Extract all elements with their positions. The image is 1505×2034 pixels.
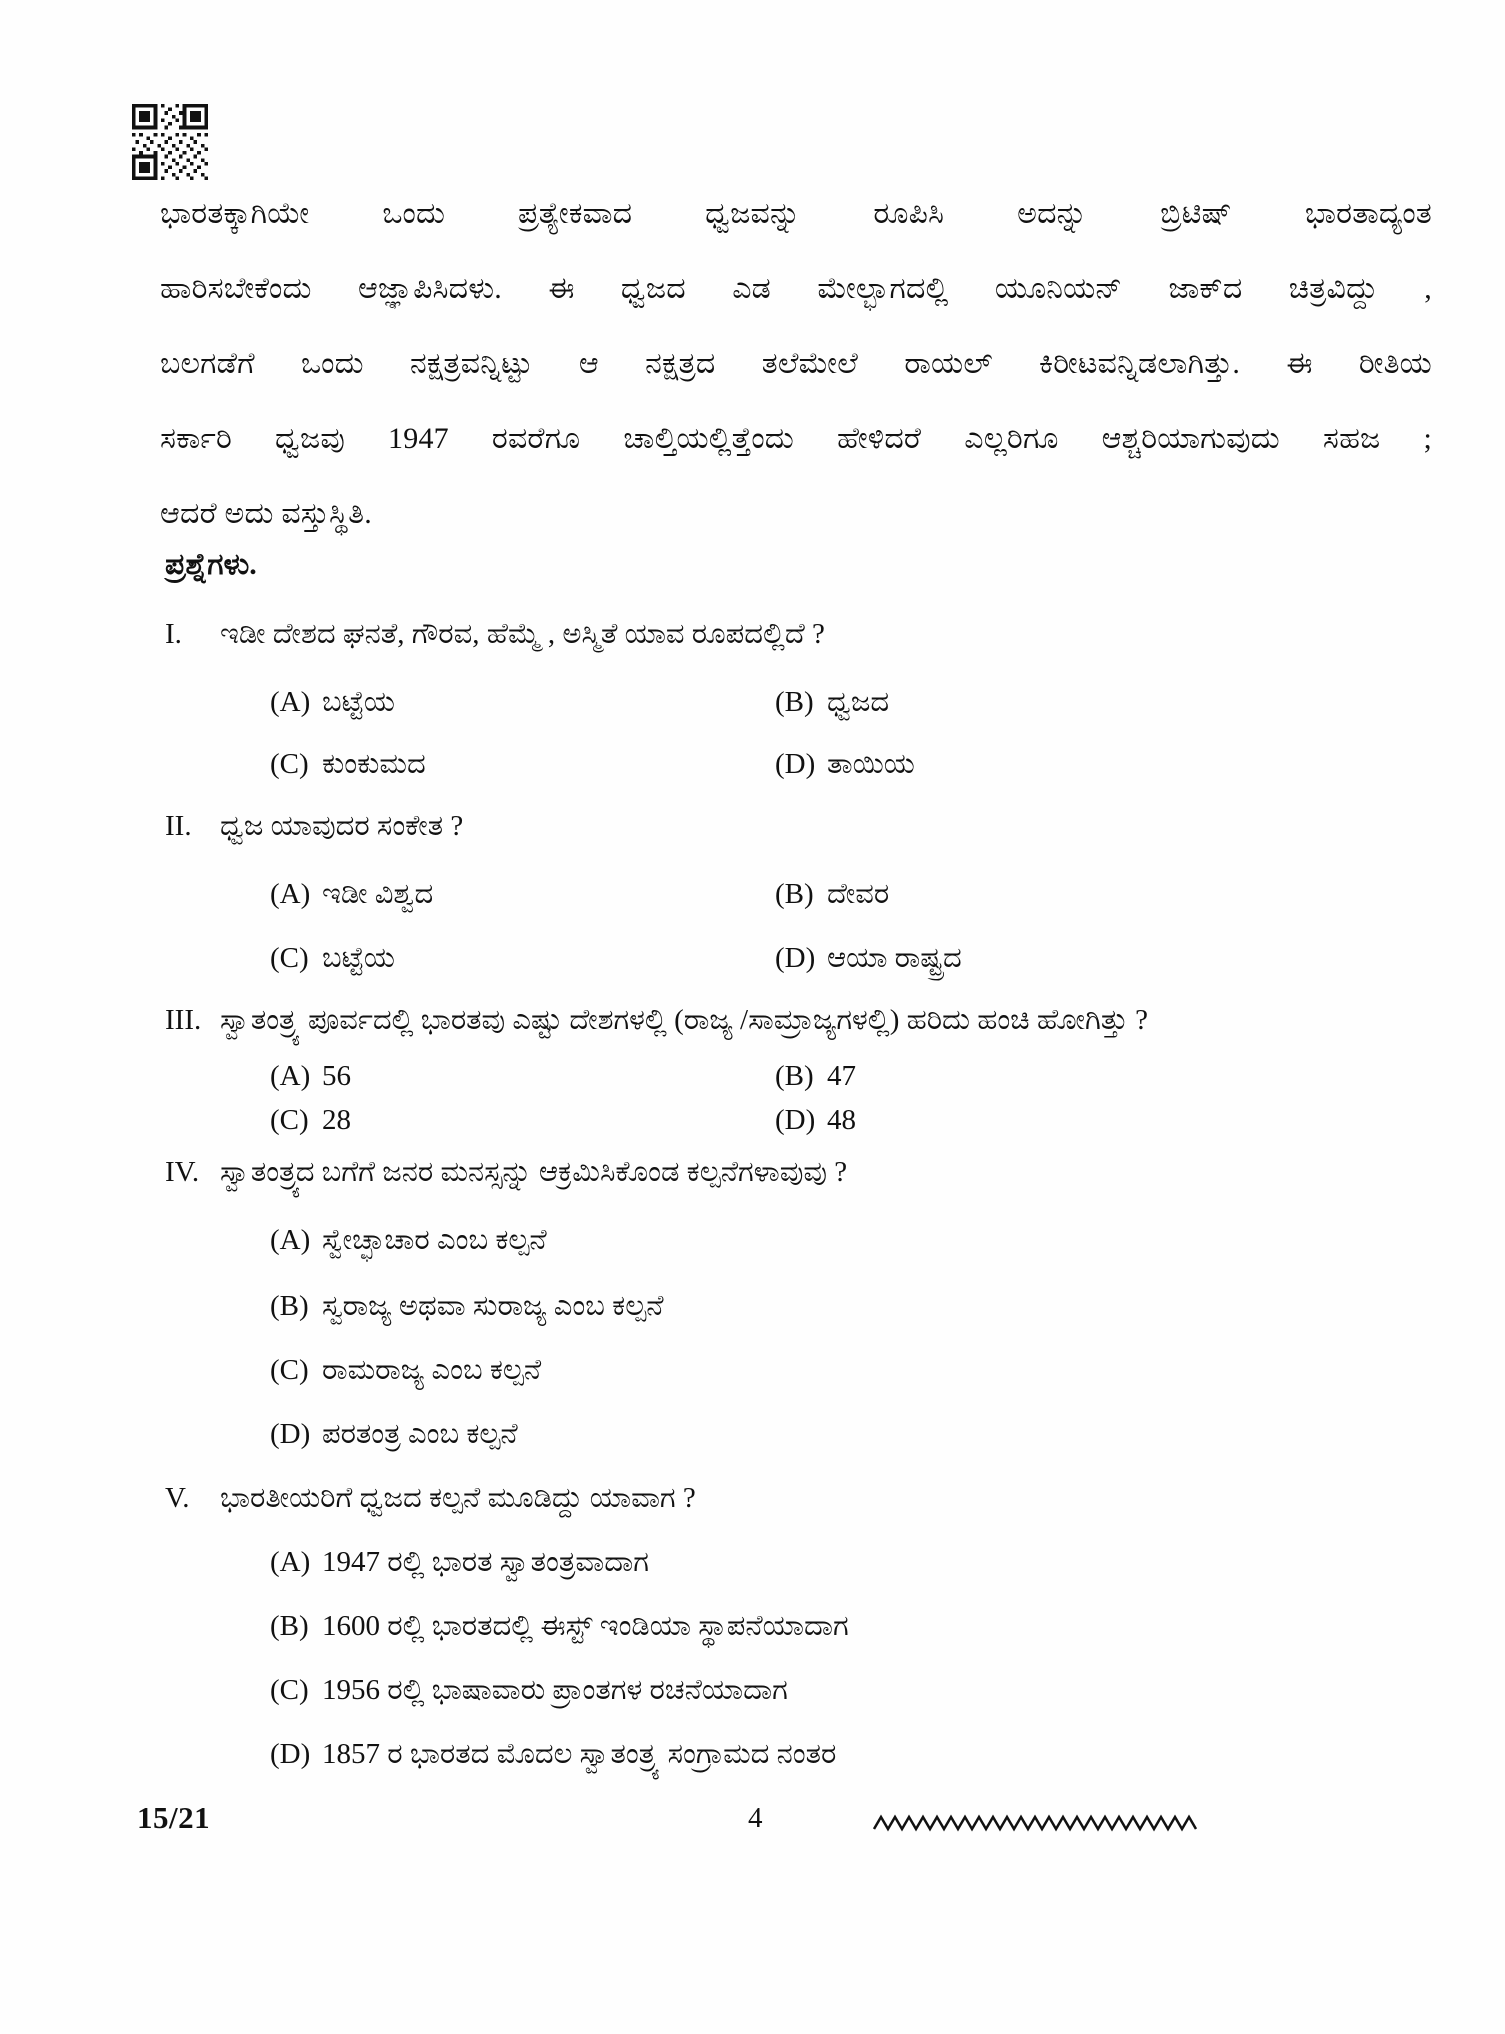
option-3b: [775, 1056, 856, 1096]
option-text: 28: [322, 1104, 351, 1136]
footer-paper-code: 15/21: [137, 1800, 211, 1835]
option-text: 1956 ರಲ್ಲಿ ಭಾಷಾವಾರು ಪ್ರಾಂತಗಳ ರಚನೆಯಾದಾಗ: [322, 1674, 788, 1706]
option-text: ಪರತಂತ್ರ ಎಂಬ ಕಲ್ಪನೆ: [322, 1418, 518, 1450]
option-1a: [270, 682, 395, 722]
question-number: V.: [165, 1482, 190, 1514]
option-4a: [270, 1220, 547, 1260]
option-key: (C): [270, 1104, 309, 1136]
option-key: (C): [270, 748, 309, 780]
option-text: ರಾಮರಾಜ್ಯ ಎಂಬ ಕಲ್ಪನೆ: [322, 1354, 542, 1386]
option-key: (A): [270, 1546, 311, 1578]
option-key: (D): [270, 1738, 311, 1770]
option-text: 48: [827, 1104, 856, 1136]
option-1c: [270, 744, 426, 784]
paragraph-line: ಸರ್ಕಾರಿ ಧ್ವಜವು 1947 ರವರೆಗೂ ಚಾಲ್ತಿಯಲ್ಲಿತ್ತೆಂದು ಹೇಳಿದರೆ ಎಲ್ಲರಿಗೂ ಆಶ್ಚರಿಯಾಗುವುದು ಸಹಜ ;: [160, 422, 1432, 455]
footer-page-number: 4: [748, 1802, 763, 1834]
option-5b: [270, 1606, 849, 1646]
qr-code-icon: [132, 104, 208, 180]
option-text: ಧ್ವಜದ: [827, 686, 890, 718]
option-1b: [775, 682, 889, 722]
option-key: (B): [270, 1290, 309, 1322]
option-key: (A): [270, 1224, 311, 1256]
option-3c: [270, 1100, 351, 1140]
option-3d: [775, 1100, 856, 1140]
option-key: (C): [270, 942, 309, 974]
paragraph-line: ಹಾರಿಸಬೇಕೆಂದು ಆಜ್ಞಾಪಿಸಿದಳು. ಈ ಧ್ವಜದ ಎಡ ಮೇಲ್ಭಾಗದಲ್ಲಿ ಯೂನಿಯನ್ ಜಾಕ್‌ದ ಚಿತ್ರವಿದ್ದು ,: [160, 272, 1432, 305]
option-text: ತಾಯಿಯ: [827, 748, 915, 780]
option-1d: [775, 744, 915, 784]
paragraph-line: ಬಲಗಡೆಗೆ ಒಂದು ನಕ್ಷತ್ರವನ್ನಿಟ್ಟು ಆ ನಕ್ಷತ್ರದ ತಲೆಮೇಲೆ ರಾಯಲ್ ಕಿರೀಟವನ್ನಿಡಲಾಗಿತ್ತು. ಈ ರೀತಿಯ: [160, 347, 1432, 380]
question-text: ಧ್ವಜ ಯಾವುದರ ಸಂಕೇತ ?: [220, 810, 464, 842]
option-text: ದೇವರ: [827, 878, 890, 910]
option-3a: [270, 1056, 351, 1096]
option-5a: [270, 1542, 649, 1582]
option-text: ಬಟ್ಟೆಯ: [322, 686, 395, 718]
option-4b: [270, 1286, 664, 1326]
paragraph-line: ಭಾರತಕ್ಕಾಗಿಯೇ ಒಂದು ಪ್ರತ್ಯೇಕವಾದ ಧ್ವಜವನ್ನು ರೂಪಿಸಿ ಅದನ್ನು ಬ್ರಿಟಿಷ್ ಭಾರತಾದ್ಯಂತ: [160, 197, 1432, 230]
question-number: II.: [165, 810, 192, 842]
option-2d: [775, 938, 962, 978]
question-text: ಸ್ವಾತಂತ್ರ್ಯದ ಬಗೆಗೆ ಜನರ ಮನಸ್ಸನ್ನು ಆಕ್ರಮಿಸಿಕೊಂಡ ಕಲ್ಪನೆಗಳಾವುವು ?: [220, 1156, 848, 1188]
option-key: (D): [270, 1418, 311, 1450]
question-number: IV.: [165, 1156, 200, 1188]
questions-heading: ಪ್ರಶ್ನೆಗಳು.: [165, 548, 257, 581]
option-key: (A): [270, 1060, 311, 1092]
question-item-2: [165, 806, 1435, 846]
option-text: 47: [827, 1060, 856, 1092]
question-number: III.: [165, 1004, 202, 1036]
option-text: 1857 ರ ಭಾರತದ ಮೊದಲ ಸ್ವಾತಂತ್ರ್ಯ ಸಂಗ್ರಾಮದ ನಂತರ: [322, 1738, 837, 1770]
question-item-4: [165, 1152, 1435, 1192]
question-text: ಭಾರತೀಯರಿಗೆ ಧ್ವಜದ ಕಲ್ಪನೆ ಮೂಡಿದ್ದು ಯಾವಾಗ ?: [220, 1482, 696, 1514]
option-2b: [775, 874, 889, 914]
option-text: ಸ್ವರಾಜ್ಯ ಅಥವಾ ಸುರಾಜ್ಯ ಎಂಬ ಕಲ್ಪನೆ: [322, 1290, 664, 1322]
question-text: ಇಡೀ ದೇಶದ ಘನತೆ, ಗೌರವ, ಹೆಮ್ಮೆ , ಅಸ್ಮಿತೆ ಯಾವ ರೂಪದಲ್ಲಿದೆ ?: [220, 618, 825, 650]
option-key: (D): [775, 942, 816, 974]
option-key: (C): [270, 1354, 309, 1386]
question-number: I.: [165, 618, 182, 650]
footer-squiggle: [872, 1808, 1207, 1838]
option-key: (C): [270, 1674, 309, 1706]
option-4c: [270, 1350, 541, 1390]
option-key: (B): [775, 686, 814, 718]
option-5c: [270, 1670, 788, 1710]
option-key: (B): [775, 1060, 814, 1092]
question-item-1: [165, 614, 1435, 654]
option-key: (D): [775, 748, 816, 780]
option-key: (B): [775, 878, 814, 910]
option-text: ಕುಂಕುಮದ: [322, 748, 426, 780]
option-text: 56: [322, 1060, 351, 1092]
option-key: (A): [270, 686, 311, 718]
paragraph-line: ಆದರೆ ಅದು ವಸ್ತುಸ್ಥಿತಿ.: [160, 497, 372, 530]
option-key: (D): [775, 1104, 816, 1136]
option-text: ಸ್ವೇಚ್ಛಾಚಾರ ಎಂಬ ಕಲ್ಪನೆ: [322, 1224, 547, 1256]
option-key: (B): [270, 1610, 309, 1642]
option-5d: [270, 1734, 836, 1774]
option-text: 1947 ರಲ್ಲಿ ಭಾರತ ಸ್ವಾತಂತ್ರವಾದಾಗ: [322, 1546, 649, 1578]
option-text: ಇಡೀ ವಿಶ್ವದ: [322, 878, 434, 910]
option-text: ಆಯಾ ರಾಷ್ಟ್ರದ: [827, 942, 962, 974]
option-2a: [270, 874, 433, 914]
option-4d: [270, 1414, 518, 1454]
question-item-3: [165, 1000, 1435, 1040]
question-item-5: [165, 1478, 1435, 1518]
option-text: ಬಟ್ಟೆಯ: [322, 942, 395, 974]
question-text: ಸ್ವಾತಂತ್ರ್ಯ ಪೂರ್ವದಲ್ಲಿ ಭಾರತವು ಎಷ್ಟು ದೇಶಗಳಲ್ಲಿ (ರಾಜ್ಯ /ಸಾಮ್ರಾಜ್ಯಗಳಲ್ಲಿ) ಹರಿದು ಹಂಚಿ ಹೋಗಿತ್ತು ?: [220, 1004, 1149, 1036]
passage-paragraph: [160, 176, 1432, 551]
option-2c: [270, 938, 395, 978]
option-key: (A): [270, 878, 311, 910]
option-text: 1600 ರಲ್ಲಿ ಭಾರತದಲ್ಲಿ ಈಸ್ಟ್ ಇಂಡಿಯಾ ಸ್ಥಾಪನೆಯಾದಾಗ: [322, 1610, 849, 1642]
